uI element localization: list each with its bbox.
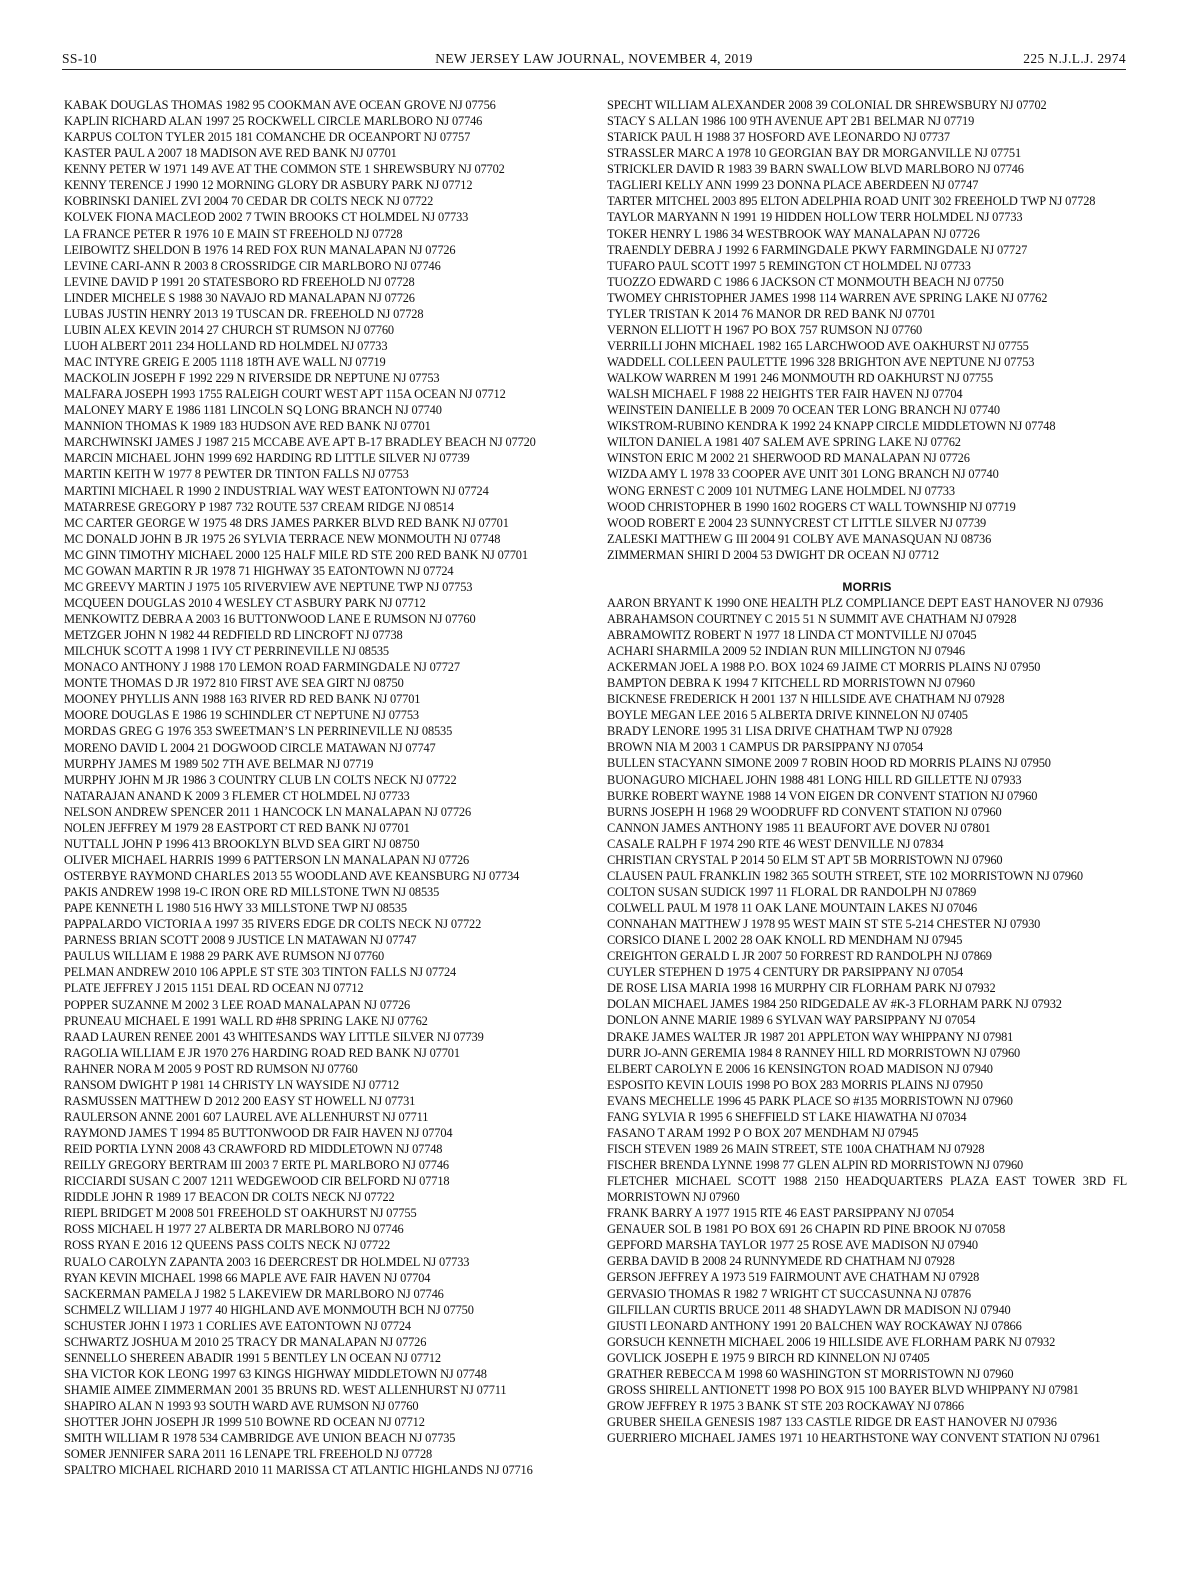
- attorney-listing: TAGLIERI KELLY ANN 1999 23 DONNA PLACE ABERDEEN NJ 07747: [607, 178, 979, 193]
- attorney-listing: WOOD CHRISTOPHER B 1990 1602 ROGERS CT WALL TOWNSHIP NJ 07719: [607, 499, 1016, 514]
- attorney-listing: GROSS SHIRELL ANTIONETT 1998 PO BOX 915 100 BAYER BLVD WHIPPANY NJ 07981: [607, 1382, 1079, 1397]
- attorney-listing: GERSON JEFFREY A 1973 519 FAIRMOUNT AVE CHATHAM NJ 07928: [607, 1270, 980, 1285]
- attorney-listing: GOVLICK JOSEPH E 1975 9 BIRCH RD KINNELON NJ 07405: [607, 1350, 930, 1365]
- attorney-listing: SPALTRO MICHAEL RICHARD 2010 11 MARISSA CT ATLANTIC HIGHLANDS NJ 07716: [64, 1463, 533, 1478]
- attorney-listing: MURPHY JOHN M JR 1986 3 COUNTRY CLUB LN COLTS NECK NJ 07722: [64, 772, 457, 787]
- attorney-listing: RAYMOND JAMES T 1994 85 BUTTONWOOD DR FAIR HAVEN NJ 07704: [64, 1126, 453, 1140]
- attorney-listing: TUFARO PAUL SCOTT 1997 5 REMINGTON CT HOLMDEL NJ 07733: [607, 258, 971, 273]
- attorney-listing: EVANS MECHELLE 1996 45 PARK PLACE SO #135 MORRISTOWN NJ 07960: [607, 1093, 1013, 1108]
- attorney-listing: ELBERT CAROLYN E 2006 16 KENSINGTON ROAD MADISON NJ 07940: [607, 1061, 993, 1076]
- attorney-listing: KASTER PAUL A 2007 18 MADISON AVE RED BANK NJ 07701: [64, 146, 397, 161]
- attorney-listing: RAGOLIA WILLIAM E JR 1970 276 HARDING ROAD RED BANK NJ 07701: [64, 1045, 460, 1060]
- attorney-listing: NUTTALL JOHN P 1996 413 BROOKLYN BLVD SEA GIRT NJ 08750: [64, 836, 420, 851]
- attorney-listing: GORSUCH KENNETH MICHAEL 2006 19 HILLSIDE AVE FLORHAM PARK NJ 07932: [607, 1334, 1056, 1349]
- attorney-listing: GIUSTI LEONARD ANTHONY 1991 20 BALCHEN WAY ROCKAWAY NJ 07866: [607, 1318, 1022, 1333]
- attorney-listing: LEVINE DAVID P 1991 20 STATESBORO RD FREEHOLD NJ 07728: [64, 274, 415, 289]
- attorney-listing: SHAMIE AIMEE ZIMMERMAN 2001 35 BRUNS RD. WEST ALLENHURST NJ 07711: [64, 1383, 507, 1397]
- attorney-listing: PAPE KENNETH L 1980 516 HWY 33 MILLSTONE TWP NJ 08535: [64, 901, 407, 916]
- attorney-listing: MARCIN MICHAEL JOHN 1999 692 HARDING RD LITTLE SILVER NJ 07739: [64, 451, 470, 466]
- attorney-listing: NOLEN JEFFREY M 1979 28 EASTPORT CT RED BANK NJ 07701: [64, 820, 410, 835]
- attorney-listing: RUALO CAROLYN ZAPANTA 2003 16 DEERCREST DR HOLMDEL NJ 07733: [64, 1254, 470, 1269]
- attorney-listing: FASANO T ARAM 1992 P O BOX 207 MENDHAM NJ 07945: [607, 1125, 919, 1140]
- attorney-listing: GRUBER SHEILA GENESIS 1987 133 CASTLE RIDGE DR EAST HANOVER NJ 07936: [607, 1415, 1057, 1429]
- attorney-listing: SACKERMAN PAMELA J 1982 5 LAKEVIEW DR MARLBORO NJ 07746: [64, 1286, 444, 1301]
- attorney-listing: SCHWARTZ JOSHUA M 2010 25 TRACY DR MANALAPAN NJ 07726: [64, 1334, 427, 1349]
- attorney-listing: KENNY PETER W 1971 149 AVE AT THE COMMON STE 1 SHREWSBURY NJ 07702: [64, 162, 505, 177]
- attorney-listing: SMITH WILLIAM R 1978 534 CAMBRIDGE AVE UNION BEACH NJ 07735: [64, 1431, 456, 1446]
- attorney-listing: COLWELL PAUL M 1978 11 OAK LANE MOUNTAIN LAKES NJ 07046: [607, 901, 978, 915]
- attorney-listing: WADDELL COLLEEN PAULETTE 1996 328 BRIGHTON AVE NEPTUNE NJ 07753: [607, 355, 1035, 369]
- attorney-listing: SCHUSTER JOHN I 1973 1 CORLIES AVE EATONTOWN NJ 07724: [64, 1318, 411, 1333]
- attorney-listing: GROW JEFFREY R 1975 3 BANK ST STE 203 ROCKAWAY NJ 07866: [607, 1398, 964, 1413]
- attorney-listing: MARCHWINSKI JAMES J 1987 215 MCCABE AVE APT B-17 BRADLEY BEACH NJ 07720: [64, 435, 536, 450]
- attorney-listing: POPPER SUZANNE M 2002 3 LEE ROAD MANALAPAN NJ 07726: [64, 997, 411, 1012]
- attorney-listing: CLAUSEN PAUL FRANKLIN 1982 365 SOUTH STREET, STE 102 MORRISTOWN NJ 07960: [607, 868, 1083, 883]
- attorney-listing: DOLAN MICHAEL JAMES 1984 250 RIDGEDALE AV #K-3 FLORHAM PARK NJ 07932: [607, 997, 1062, 1012]
- right-column: [607, 97, 1127, 1446]
- attorney-listing: STARICK PAUL H 1988 37 HOSFORD AVE LEONARDO NJ 07737: [607, 130, 950, 145]
- attorney-listing: TARTER MITCHEL 2003 895 ELTON ADELPHIA ROAD UNIT 302 FREEHOLD TWP NJ 07728: [607, 194, 1096, 209]
- attorney-listing: BROWN NIA M 2003 1 CAMPUS DR PARSIPPANY NJ 07054: [607, 740, 924, 755]
- attorney-listing: MORENO DAVID L 2004 21 DOGWOOD CIRCLE MATAWAN NJ 07747: [64, 740, 436, 755]
- attorney-listing: KAPLIN RICHARD ALAN 1997 25 ROCKWELL CIRCLE MARLBORO NJ 07746: [64, 114, 483, 129]
- attorney-listing: MOONEY PHYLLIS ANN 1988 163 RIVER RD RED BANK NJ 07701: [64, 692, 421, 707]
- attorney-listing: AARON BRYANT K 1990 ONE HEALTH PLZ COMPLIANCE DEPT EAST HANOVER NJ 07936: [607, 595, 1104, 610]
- page-header: [62, 51, 1126, 70]
- attorney-listing: SPECHT WILLIAM ALEXANDER 2008 39 COLONIAL DR SHREWSBURY NJ 07702: [607, 98, 1047, 112]
- attorney-listing: SOMER JENNIFER SARA 2011 16 LENAPE TRL FREEHOLD NJ 07728: [64, 1447, 433, 1462]
- attorney-listing: CHRISTIAN CRYSTAL P 2014 50 ELM ST APT 5B MORRISTOWN NJ 07960: [607, 852, 1003, 867]
- attorney-listing: LUBAS JUSTIN HENRY 2013 19 TUSCAN DR. FREEHOLD NJ 07728: [64, 306, 424, 321]
- attorney-listing: TYLER TRISTAN K 2014 76 MANOR DR RED BANK NJ 07701: [607, 306, 936, 321]
- county-heading: MORRIS: [842, 579, 892, 594]
- attorney-listing: PAPPALARDO VICTORIA A 1997 35 RIVERS EDGE DR COLTS NECK NJ 07722: [64, 917, 482, 932]
- attorney-listing: PELMAN ANDREW 2010 106 APPLE ST STE 303 TINTON FALLS NJ 07724: [64, 965, 457, 980]
- attorney-listing: MARTINI MICHAEL R 1990 2 INDUSTRIAL WAY WEST EATONTOWN NJ 07724: [64, 483, 489, 498]
- attorney-listing: KARPUS COLTON TYLER 2015 181 COMANCHE DR OCEANPORT NJ 07757: [64, 130, 471, 145]
- attorney-listing: MACKOLIN JOSEPH F 1992 229 N RIVERSIDE DR NEPTUNE NJ 07753: [64, 371, 440, 386]
- attorney-listing: STACY S ALLAN 1986 100 9TH AVENUE APT 2B1 BELMAR NJ 07719: [607, 114, 975, 129]
- attorney-listing: TWOMEY CHRISTOPHER JAMES 1998 114 WARREN AVE SPRING LAKE NJ 07762: [607, 290, 1048, 305]
- attorney-listing: GERVASIO THOMAS R 1982 7 WRIGHT CT SUCCASUNNA NJ 07876: [607, 1286, 971, 1301]
- attorney-listing: ESPOSITO KEVIN LOUIS 1998 PO BOX 283 MORRIS PLAINS NJ 07950: [607, 1077, 983, 1092]
- attorney-listing: PLATE JEFFREY J 2015 1151 DEAL RD OCEAN NJ 07712: [64, 981, 364, 996]
- attorney-listing: MILCHUK SCOTT A 1998 1 IVY CT PERRINEVILLE NJ 08535: [64, 644, 389, 659]
- attorney-listing: REILLY GREGORY BERTRAM III 2003 7 ERTE PL MARLBORO NJ 07746: [64, 1158, 449, 1173]
- attorney-listing: BUONAGURO MICHAEL JOHN 1988 481 LONG HILL RD GILLETTE NJ 07933: [607, 772, 1022, 787]
- attorney-listing: MC DONALD JOHN B JR 1975 26 SYLVIA TERRACE NEW MONMOUTH NJ 07748: [64, 531, 501, 546]
- attorney-listing: LEVINE CARI-ANN R 2003 8 CROSSRIDGE CIR MARLBORO NJ 07746: [64, 258, 441, 273]
- attorney-listing: CONNAHAN MATTHEW J 1978 95 WEST MAIN ST STE 5-214 CHESTER NJ 07930: [607, 917, 1041, 932]
- attorney-listing: FISCHER BRENDA LYNNE 1998 77 GLEN ALPIN RD MORRISTOWN NJ 07960: [607, 1158, 1024, 1172]
- attorney-listing: VERRILLI JOHN MICHAEL 1982 165 LARCHWOOD AVE OAKHURST NJ 07755: [607, 338, 1029, 353]
- section-number: SS-10: [62, 51, 98, 66]
- attorney-listing: LINDER MICHELE S 1988 30 NAVAJO RD MANALAPAN NJ 07726: [64, 290, 415, 305]
- attorney-listing: KOBRINSKI DANIEL ZVI 2004 70 CEDAR DR COLTS NECK NJ 07722: [64, 194, 434, 209]
- attorney-listing: BRADY LENORE 1995 31 LISA DRIVE CHATHAM TWP NJ 07928: [607, 724, 953, 739]
- attorney-listing: METZGER JOHN N 1982 44 REDFIELD RD LINCROFT NJ 07738: [64, 628, 403, 643]
- left-column: [64, 97, 584, 1478]
- attorney-listing: STRASSLER MARC A 1978 10 GEORGIAN BAY DR MORGANVILLE NJ 07751: [607, 146, 1022, 161]
- attorney-listing: RANSOM DWIGHT P 1981 14 CHRISTY LN WAYSIDE NJ 07712: [64, 1077, 400, 1092]
- attorney-listing: MC GOWAN MARTIN R JR 1978 71 HIGHWAY 35 EATONTOWN NJ 07724: [64, 563, 454, 578]
- attorney-listing: GILFILLAN CURTIS BRUCE 2011 48 SHADYLAWN DR MADISON NJ 07940: [607, 1302, 1011, 1317]
- attorney-listing: OLIVER MICHAEL HARRIS 1999 6 PATTERSON LN MANALAPAN NJ 07726: [64, 852, 470, 867]
- attorney-listing: MARTIN KEITH W 1977 8 PEWTER DR TINTON FALLS NJ 07753: [64, 467, 409, 482]
- attorney-listing: RASMUSSEN MATTHEW D 2012 200 EASY ST HOWELL NJ 07731: [64, 1093, 416, 1108]
- attorney-listing: MONTE THOMAS D JR 1972 810 FIRST AVE SEA GIRT NJ 08750: [64, 676, 404, 691]
- attorney-listing: LEIBOWITZ SHELDON B 1976 14 RED FOX RUN MANALAPAN NJ 07726: [64, 242, 456, 257]
- attorney-listing: BURKE ROBERT WAYNE 1988 14 VON EIGEN DR CONVENT STATION NJ 07960: [607, 788, 1038, 803]
- attorney-listing: RAULERSON ANNE 2001 607 LAUREL AVE ALLENHURST NJ 07711: [64, 1109, 429, 1124]
- attorney-listing: WALKOW WARREN M 1991 246 MONMOUTH RD OAKHURST NJ 07755: [607, 371, 994, 386]
- attorney-listing: WIZDA AMY L 1978 33 COOPER AVE UNIT 301 LONG BRANCH NJ 07740: [607, 467, 999, 482]
- attorney-listing: SCHMELZ WILLIAM J 1977 40 HIGHLAND AVE MONMOUTH BCH NJ 07750: [64, 1302, 474, 1317]
- attorney-listing: BULLEN STACYANN SIMONE 2009 7 ROBIN HOOD RD MORRIS PLAINS NJ 07950: [607, 756, 1051, 771]
- attorney-listing: WINSTON ERIC M 2002 21 SHERWOOD RD MANALAPAN NJ 07726: [607, 451, 970, 466]
- attorney-listing: KABAK DOUGLAS THOMAS 1982 95 COOKMAN AVE OCEAN GROVE NJ 07756: [64, 98, 496, 112]
- attorney-listing: REID PORTIA LYNN 2008 43 CRAWFORD RD MIDDLETOWN NJ 07748: [64, 1142, 443, 1157]
- attorney-listing: DE ROSE LISA MARIA 1998 16 MURPHY CIR FLORHAM PARK NJ 07932: [607, 981, 996, 996]
- attorney-listing: WILTON DANIEL A 1981 407 SALEM AVE SPRING LAKE NJ 07762: [607, 435, 961, 450]
- attorney-listing: ACKERMAN JOEL A 1988 P.O. BOX 1024 69 JAIME CT MORRIS PLAINS NJ 07950: [607, 660, 1041, 675]
- attorney-listing: LA FRANCE PETER R 1976 10 E MAIN ST FREEHOLD NJ 07728: [64, 226, 403, 241]
- attorney-listing: ZIMMERMAN SHIRI D 2004 53 DWIGHT DR OCEAN NJ 07712: [607, 547, 939, 562]
- attorney-listing: WIKSTROM-RUBINO KENDRA K 1992 24 KNAPP CIRCLE MIDDLETOWN NJ 07748: [607, 419, 1056, 434]
- attorney-listing: GEPFORD MARSHA TAYLOR 1977 25 ROSE AVE MADISON NJ 07940: [607, 1238, 978, 1253]
- attorney-listing: DRAKE JAMES WALTER JR 1987 201 APPLETON WAY WHIPPANY NJ 07981: [607, 1029, 1014, 1044]
- attorney-listing: MONACO ANTHONY J 1988 170 LEMON ROAD FARMINGDALE NJ 07727: [64, 660, 460, 675]
- attorney-listing: SHAPIRO ALAN N 1993 93 SOUTH WARD AVE RUMSON NJ 07760: [64, 1399, 419, 1414]
- attorney-listing: LUBIN ALEX KEVIN 2014 27 CHURCH ST RUMSON NJ 07760: [64, 322, 394, 337]
- morris-listings: [607, 595, 1127, 1446]
- attorney-listing: WOOD ROBERT E 2004 23 SUNNYCREST CT LITTLE SILVER NJ 07739: [607, 515, 987, 530]
- attorney-listing: WEINSTEIN DANIELLE B 2009 70 OCEAN TER LONG BRANCH NJ 07740: [607, 403, 1000, 418]
- attorney-listing: RAHNER NORA M 2005 9 POST RD RUMSON NJ 07760: [64, 1061, 358, 1076]
- attorney-listing: GRATHER REBECCA M 1998 60 WASHINGTON ST MORRISTOWN NJ 07960: [607, 1366, 1014, 1381]
- attorney-listing: BAMPTON DEBRA K 1994 7 KITCHELL RD MORRISTOWN NJ 07960: [607, 676, 975, 691]
- attorney-listing: ZALESKI MATTHEW G III 2004 91 COLBY AVE MANASQUAN NJ 08736: [607, 531, 992, 546]
- publication-title: NEW JERSEY LAW JOURNAL, NOVEMBER 4, 2019: [435, 51, 753, 66]
- attorney-listing: OSTERBYE RAYMOND CHARLES 2013 55 WOODLAND AVE KEANSBURG NJ 07734: [64, 869, 520, 883]
- attorney-listing: RAAD LAUREN RENEE 2001 43 WHITESANDS WAY LITTLE SILVER NJ 07739: [64, 1029, 484, 1044]
- attorney-listing: CREIGHTON GERALD L JR 2007 50 FORREST RD RANDOLPH NJ 07869: [607, 949, 992, 964]
- attorney-listing: RIDDLE JOHN R 1989 17 BEACON DR COLTS NECK NJ 07722: [64, 1190, 395, 1205]
- monmouth-listings: [607, 97, 1127, 563]
- attorney-listing: TAYLOR MARYANN N 1991 19 HIDDEN HOLLOW TERR HOLMDEL NJ 07733: [607, 210, 1023, 225]
- attorney-listing: MCQUEEN DOUGLAS 2010 4 WESLEY CT ASBURY PARK NJ 07712: [64, 595, 426, 610]
- attorney-listing: MC CARTER GEORGE W 1975 48 DRS JAMES PARKER BLVD RED BANK NJ 07701: [64, 515, 509, 530]
- attorney-listing: FISCH STEVEN 1989 26 MAIN STREET, STE 100A CHATHAM NJ 07928: [607, 1141, 985, 1156]
- attorney-listing: TRAENDLY DEBRA J 1992 6 FARMINGDALE PKWY FARMINGDALE NJ 07727: [607, 242, 1028, 257]
- attorney-listing: RIEPL BRIDGET M 2008 501 FREEHOLD ST OAKHURST NJ 07755: [64, 1206, 417, 1221]
- attorney-listing: CUYLER STEPHEN D 1975 4 CENTURY DR PARSIPPANY NJ 07054: [607, 965, 963, 980]
- attorney-listing: GENAUER SOL B 1981 PO BOX 691 26 CHAPIN RD PINE BROOK NJ 07058: [607, 1222, 1006, 1237]
- attorney-listing: PRUNEAU MICHAEL E 1991 WALL RD #H8 SPRING LAKE NJ 07762: [64, 1013, 428, 1028]
- attorney-listing: MORDAS GREG G 1976 353 SWEETMAN’S LN PERRINEVILLE NJ 08535: [64, 724, 453, 739]
- attorney-listing: ABRAMOWITZ ROBERT N 1977 18 LINDA CT MONTVILLE NJ 07045: [607, 627, 977, 642]
- attorney-listing: SENNELLO SHEREEN ABADIR 1991 5 BENTLEY LN OCEAN NJ 07712: [64, 1350, 441, 1365]
- attorney-listing: PAULUS WILLIAM E 1988 29 PARK AVE RUMSON NJ 07760: [64, 949, 385, 964]
- attorney-listing: GUERRIERO MICHAEL JAMES 1971 10 HEARTHSTONE WAY CONVENT STATION NJ 07961: [607, 1431, 1101, 1446]
- attorney-listing: BOYLE MEGAN LEE 2016 5 ALBERTA DRIVE KINNELON NJ 07405: [607, 708, 968, 723]
- attorney-listing: KENNY TERENCE J 1990 12 MORNING GLORY DR ASBURY PARK NJ 07712: [64, 178, 473, 193]
- attorney-listing: RICCIARDI SUSAN C 2007 1211 WEDGEWOOD CIR BELFORD NJ 07718: [64, 1174, 450, 1189]
- attorney-listing: COLTON SUSAN SUDICK 1997 11 FLORAL DR RANDOLPH NJ 07869: [607, 884, 977, 899]
- attorney-listing: BICKNESE FREDERICK H 2001 137 N HILLSIDE AVE CHATHAM NJ 07928: [607, 692, 1005, 707]
- attorney-listing: TOKER HENRY L 1986 34 WESTBROOK WAY MANALAPAN NJ 07726: [607, 226, 980, 241]
- attorney-listing: DURR JO-ANN GEREMIA 1984 8 RANNEY HILL RD MORRISTOWN NJ 07960: [607, 1045, 1021, 1060]
- attorney-listing: MC GREEVY MARTIN J 1975 105 RIVERVIEW AVE NEPTUNE TWP NJ 07753: [64, 579, 473, 594]
- attorney-listing: RYAN KEVIN MICHAEL 1998 66 MAPLE AVE FAIR HAVEN NJ 07704: [64, 1270, 431, 1285]
- attorney-listing: BURNS JOSEPH H 1968 29 WOODRUFF RD CONVENT STATION NJ 07960: [607, 804, 1002, 819]
- attorney-listing: MC GINN TIMOTHY MICHAEL 2000 125 HALF MILE RD STE 200 RED BANK NJ 07701: [64, 547, 528, 562]
- attorney-listing: MANNION THOMAS K 1989 183 HUDSON AVE RED BANK NJ 07701: [64, 419, 431, 434]
- attorney-listing: WONG ERNEST C 2009 101 NUTMEG LANE HOLMDEL NJ 07733: [607, 483, 955, 498]
- attorney-listing: MATARRESE GREGORY P 1987 732 ROUTE 537 CREAM RIDGE NJ 08514: [64, 499, 454, 514]
- attorney-listing: ROSS RYAN E 2016 12 QUEENS PASS COLTS NECK NJ 07722: [64, 1238, 391, 1253]
- attorney-listing: MOORE DOUGLAS E 1986 19 SCHINDLER CT NEPTUNE NJ 07753: [64, 708, 419, 723]
- attorney-listing: ROSS MICHAEL H 1977 27 ALBERTA DR MARLBORO NJ 07746: [64, 1222, 404, 1237]
- attorney-listing: CASALE RALPH F 1974 290 RTE 46 WEST DENVILLE NJ 07834: [607, 836, 944, 851]
- attorney-listing: PARNESS BRIAN SCOTT 2008 9 JUSTICE LN MATAWAN NJ 07747: [64, 933, 417, 948]
- attorney-listing: FLETCHER MICHAEL SCOTT 1988 2150 HEADQUARTERS PLAZA EAST TOWER 3RD FL MORRISTOWN NJ 07960: [607, 1174, 1127, 1205]
- attorney-listing: TUOZZO EDWARD C 1986 6 JACKSON CT MONMOUTH BEACH NJ 07750: [607, 274, 1004, 289]
- attorney-listing: ACHARI SHARMILA 2009 52 INDIAN RUN MILLINGTON NJ 07946: [607, 644, 965, 658]
- attorney-listing: MALONEY MARY E 1986 1181 LINCOLN SQ LONG BRANCH NJ 07740: [64, 403, 442, 418]
- attorney-listing: MALFARA JOSEPH 1993 1755 RALEIGH COURT WEST APT 115A OCEAN NJ 07712: [64, 387, 506, 402]
- attorney-listing: MENKOWITZ DEBRA A 2003 16 BUTTONWOOD LANE E RUMSON NJ 07760: [64, 612, 476, 626]
- attorney-listing: VERNON ELLIOTT H 1967 PO BOX 757 RUMSON NJ 07760: [607, 322, 923, 337]
- attorney-listing: MURPHY JAMES M 1989 502 7TH AVE BELMAR NJ 07719: [64, 756, 374, 771]
- attorney-listing: WALSH MICHAEL F 1988 22 HEIGHTS TER FAIR HAVEN NJ 07704: [607, 387, 963, 402]
- attorney-listing: FANG SYLVIA R 1995 6 SHEFFIELD ST LAKE HIAWATHA NJ 07034: [607, 1109, 967, 1124]
- attorney-listing: CANNON JAMES ANTHONY 1985 11 BEAUFORT AVE DOVER NJ 07801: [607, 820, 991, 835]
- attorney-listing: MAC INTYRE GREIG E 2005 1118 18TH AVE WALL NJ 07719: [64, 355, 386, 369]
- attorney-listing: KOLVEK FIONA MACLEOD 2002 7 TWIN BROOKS CT HOLMDEL NJ 07733: [64, 210, 469, 225]
- attorney-listing: PAKIS ANDREW 1998 19-C IRON ORE RD MILLSTONE TWN NJ 08535: [64, 885, 440, 900]
- attorney-listing: GERBA DAVID B 2008 24 RUNNYMEDE RD CHATHAM NJ 07928: [607, 1254, 955, 1269]
- attorney-listing: DONLON ANNE MARIE 1989 6 SYLVAN WAY PARSIPPANY NJ 07054: [607, 1013, 976, 1028]
- attorney-listing: NELSON ANDREW SPENCER 2011 1 HANCOCK LN MANALAPAN NJ 07726: [64, 804, 471, 819]
- attorney-listing: ABRAHAMSON COURTNEY C 2015 51 N SUMMIT AVE CHATHAM NJ 07928: [607, 611, 1017, 626]
- attorney-listing: CORSICO DIANE L 2002 28 OAK KNOLL RD MENDHAM NJ 07945: [607, 933, 963, 948]
- attorney-listing: FRANK BARRY A 1977 1915 RTE 46 EAST PARSIPPANY NJ 07054: [607, 1206, 954, 1221]
- attorney-listing: NATARAJAN ANAND K 2009 3 FLEMER CT HOLMDEL NJ 07733: [64, 788, 410, 803]
- citation: 225 N.J.L.J. 2974: [1023, 51, 1126, 66]
- attorney-listing: SHA VICTOR KOK LEONG 1997 63 KINGS HIGHWAY MIDDLETOWN NJ 07748: [64, 1366, 487, 1381]
- attorney-listing: STRICKLER DAVID R 1983 39 BARN SWALLOW BLVD MARLBORO NJ 07746: [607, 162, 1024, 177]
- attorney-listing: SHOTTER JOHN JOSEPH JR 1999 510 BOWNE RD OCEAN NJ 07712: [64, 1415, 425, 1430]
- attorney-listing: LUOH ALBERT 2011 234 HOLLAND RD HOLMDEL NJ 07733: [64, 338, 388, 353]
